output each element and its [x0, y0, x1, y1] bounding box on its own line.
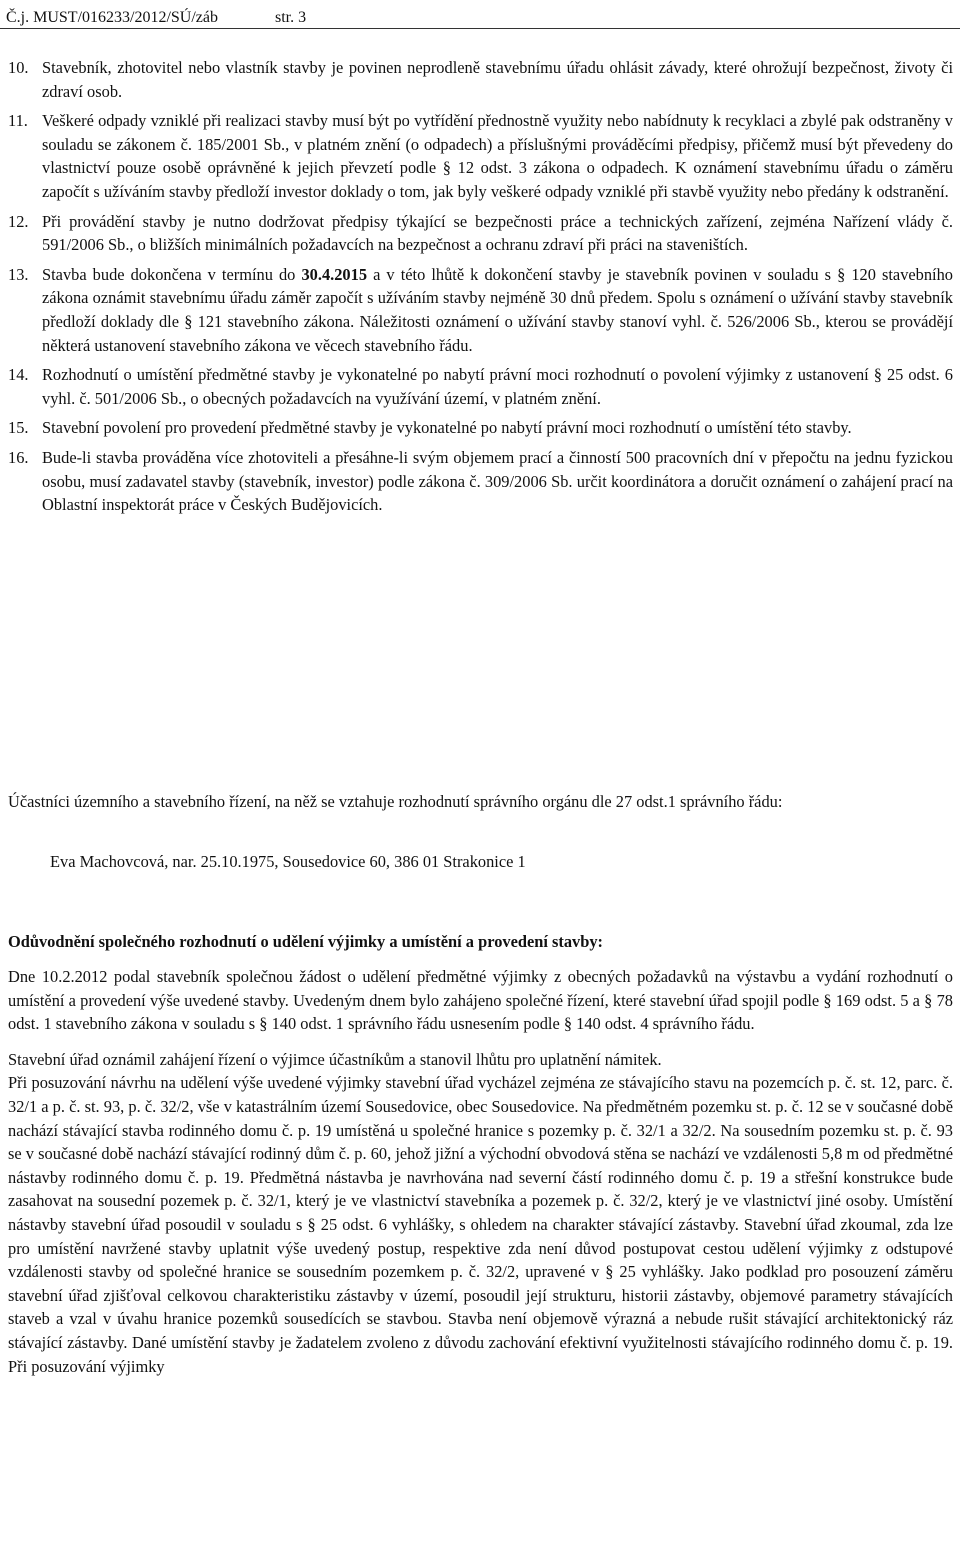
conditions-list — [8, 56, 953, 523]
item-number: 15. — [8, 418, 29, 438]
item-text-end: a v této lhůtě k dokončení stavby je stavebník povinen v souladu s § 120 stavebního zákona oznámit stavebnímu úřadu záměr započít s užíváním stavby nejméně 30 dnů předem. Spolu s oznámení o užívání stavby stavebník předloží doklady dle § 121 stavebního zákona. Náležitosti oznámení o užívání stavby stanoví vyhl. č. 526/2006 Sb., kterou se provádějí některá ustanovení stavebního zákona ve věcech stavebního řádu. — [42, 264, 953, 355]
condition-item-10 — [8, 56, 953, 103]
condition-item-13 — [8, 263, 953, 357]
item-text: Stavebník, zhotovitel nebo vlastník stavby je povinen neprodleně stavebnímu úřadu ohlásit závady, které ohrožují bezpečnost, životy či zdraví osob. — [42, 58, 953, 101]
completion-date: 30.4.2015 — [301, 264, 368, 284]
condition-item-11 — [8, 109, 953, 203]
condition-item-15 — [8, 416, 953, 440]
item-number: 12. — [8, 211, 29, 231]
reasoning-heading: Odůvodnění společného rozhodnutí o udělení výjimky a umístění a provedení stavby: — [8, 932, 604, 951]
reasoning-paragraph: Stavební úřad oznámil zahájení řízení o výjimce účastníkům a stanovil lhůtu pro uplatnění námitek. — [8, 1049, 662, 1069]
participant-entry: Eva Machovcová, nar. 25.10.1975, Sousedovice 60, 386 01 Strakonice 1 — [50, 852, 526, 871]
item-text: Rozhodnutí o umístění předmětné stavby je vykonatelné po nabytí právní moci rozhodnutí o povolení výjimky z ustanovení § 25 odst. 6 vyhl. č. 501/2006 Sb., o obecných požadavcích na využívání území, v platném znění. — [42, 365, 953, 408]
header-divider — [0, 28, 960, 29]
reasoning-body — [8, 965, 953, 1390]
item-number: 13. — [8, 264, 29, 284]
item-text: Při provádění stavby je nutno dodržovat předpisy týkající se bezpečnosti práce a technických zařízení, zejména Nařízení vlády č. 591/2006 Sb., o bližších minimálních požadavcích na bezpečnost a ochranu zdraví při práci na staveništích. — [42, 211, 953, 255]
item-text: Bude-li stavba prováděna více zhotoviteli a přesáhne-li svým objemem prací a činností 500 pracovních dní v přepočtu na jednu fyzickou osobu, musí zadavatel stavby (stavebník, investor) podle zákona č. 309/2006 Sb. určit koordinátora a doručit oznámení o zahájení prací na Oblastní inspektorát práce v Českých Budějovicích. — [42, 447, 953, 515]
item-text: Veškeré odpady vzniklé při realizaci stavby musí být po vytřídění přednostně využity nebo nabídnuty k recyklaci a zbylé pak odstraněny v souladu se zákonem č. 185/2001 Sb., v platném znění (o odpadech) a příslušnými prováděcími předpisy, přičemž musí být převedeny do vlastnictví pouze osobě oprávněné k jejich převzetí podle § 12 odst. 3 zákona o odpadech. K oznámení stavebnímu úřadu o záměru započít s užíváním stavby předloží investor doklady o tom, jak byly veškeré odpady vzniklé při stavbě využity nebo předány k odstranění. — [42, 111, 953, 201]
item-number: 10. — [8, 58, 29, 77]
item-text-start: Stavba bude dokončena v termínu do — [42, 264, 302, 284]
condition-item-16 — [8, 446, 953, 517]
document-reference: Č.j. MUST/016233/2012/SÚ/záb — [6, 9, 219, 26]
item-number: 14. — [8, 365, 29, 385]
item-number: 16. — [8, 447, 29, 467]
reasoning-paragraph: Dne 10.2.2012 podal stavebník společnou žádost o udělení předmětné výjimky z obecných požadavků na výstavbu a vydání rozhodnutí o umístění a provedení výše uvedené stavby. Uvedeným dnem bylo zahájeno společné řízení, které stavební úřad spojil podle § 169 odst. 5 a § 78 odst. 1 stavebního zákona v souladu s § 140 odst. 1 správního řádu usnesením podle § 140 odst. 4 správního řádu. — [8, 967, 953, 1034]
item-text: Stavební povolení pro provedení předmětné stavby je vykonatelné po nabytí právní moci rozhodnutí o umístění této stavby. — [42, 418, 852, 438]
item-number: 11. — [8, 111, 28, 131]
reasoning-paragraph: Při posuzování návrhu na udělení výše uvedené výjimky stavební úřad vycházel zejména ze stávajícího stavu na pozemcích p. č. st. 12, parc. č. 32/1 a p. č. st. 93, p. č. 32/2, vše v katastrálním území Sousedovice, obec Sousedovice. Na předmětném pozemku st. p. č. 12 se v současné době nachází stávající stavba rodinného domu č. p. 19 umístěná u společné hranice s pozemky p. č. 32/1 a 32/2. Na sousedním pozemku st. p. č. 93 se v současné době nachází stávající rodinný dům č. p. 60, jehož jižní a východní obvodová stěna se nachází ve vzdálenosti 5,8 m od předmětné nástavby rodinného domu č. p. 19. Předmětná nástavba je navrhována nad severní částí rodinného domu č. p. 19 a střešní konstrukce bude zasahovat na sousední pozemek p. č. 32/1, který je ve vlastnictví stavebníka a pozemek p. č. 32/2, který je ve vlastnictví jiné osoby. Umístění nástavby stavební úřad posoudil v souladu s § 25 odst. 6 vyhlášky, s ohledem na charakter stávající zástavby. Stavební úřad zkoumal, zda lze pro umístění navržené stavby uplatnit výše uvedený postup, respektive zda není důvod postupovat cestou udělení výjimky z odstupové vzdálenosti stavby od společné hranice se sousedním pozemkem p. č. 32/2, upravené v § 25 vyhlášky. Jako podklad pro posouzení záměru stavební úřad zjišťoval celkovou charakteristiku zástavby v území, posoudil její strukturu, historii zástavby, objemové parametry stávajících staveb a vzal v úvahu hranice pozemků sousedících se stavbou. Stavba není objemově výrazná a nebude rušit stávající architektonický ráz stávající zástavby. Dané umístění stavby je žadatelem zvoleno z důvodu zachování efektivní využitelnosti stávajícího rodinného domu č. p. 19. Při posuzování výjimky — [8, 1073, 953, 1376]
participants-intro: Účastníci územního a stavebního řízení, na něž se vztahuje rozhodnutí správního orgánu dle 27 odst.1 správního řádu: — [8, 792, 783, 811]
condition-item-14 — [8, 363, 953, 410]
page-number: str. 3 — [275, 9, 307, 26]
condition-item-12 — [8, 210, 953, 257]
